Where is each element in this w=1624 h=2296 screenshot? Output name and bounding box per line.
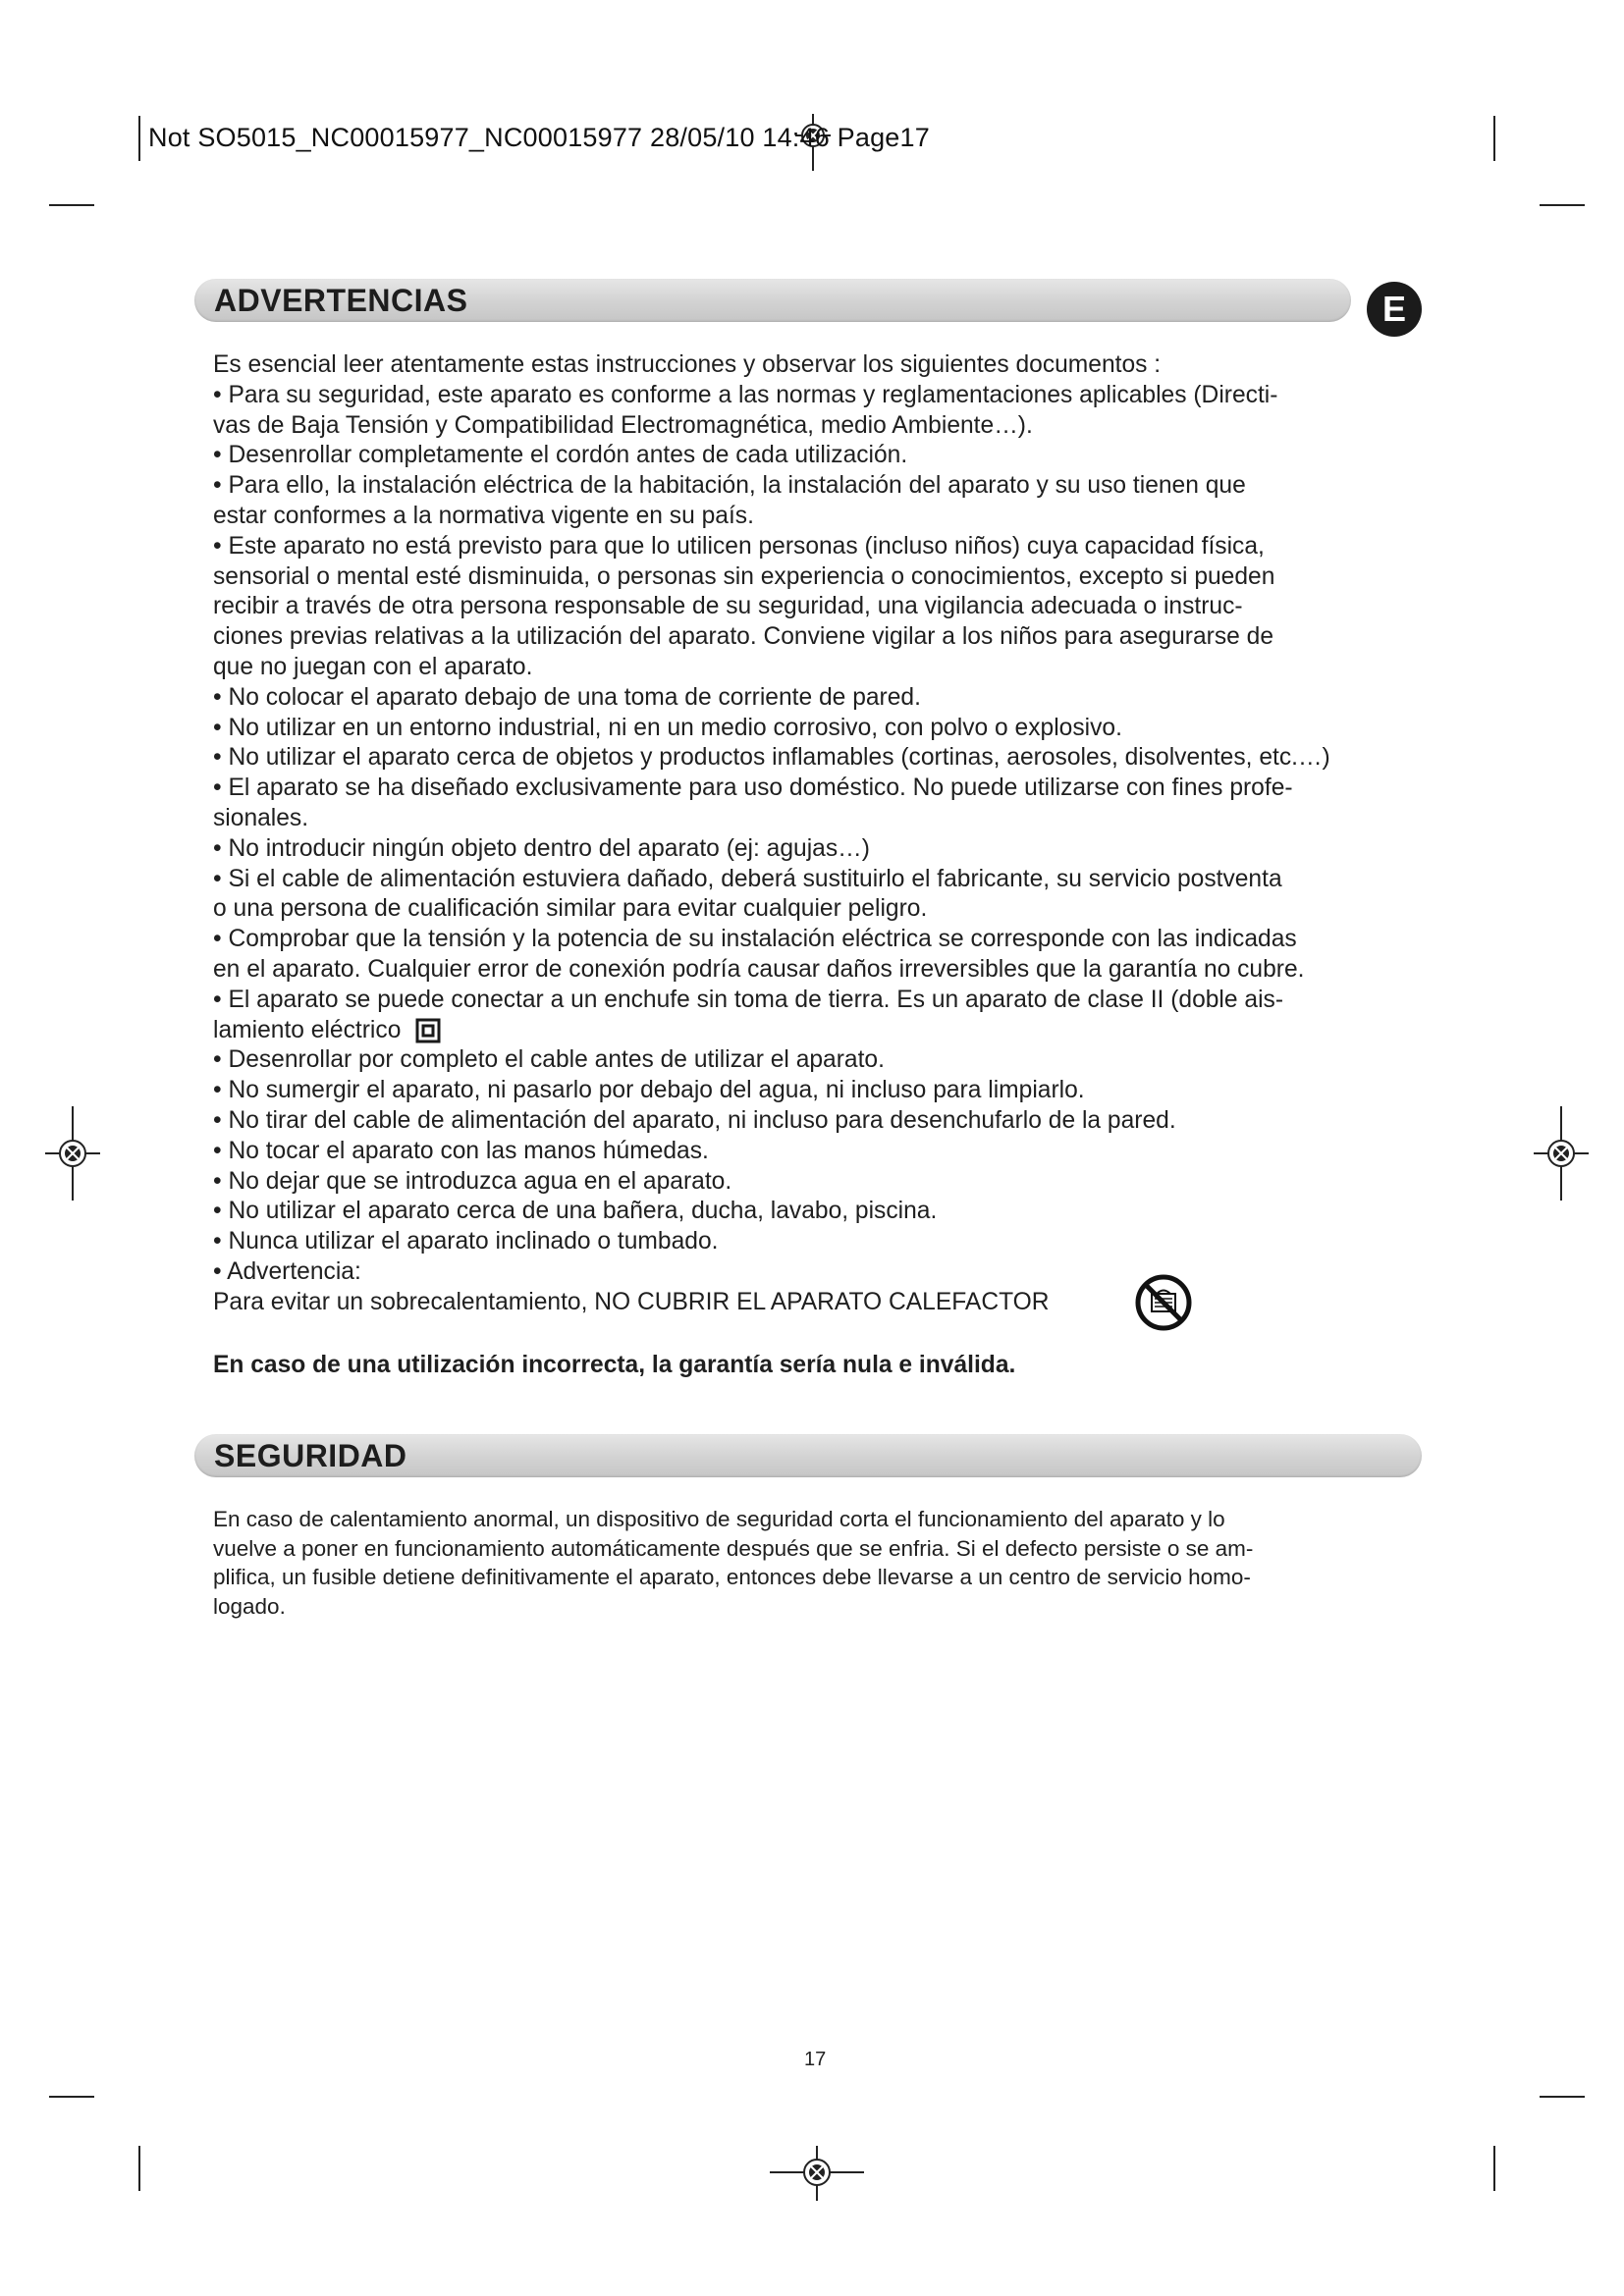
text-line: • Desenrollar por completo el cable antes de utilizar el aparato. (213, 1046, 885, 1074)
registration-mark-left-icon (45, 1106, 100, 1201)
text-line: estar conformes a la normativa vigente en su país. (213, 502, 754, 529)
text-line: • Para ello, la instalación eléctrica de la habitación, la instalación del aparato y su uso tienen que (213, 472, 1246, 500)
text-line: plifica, un fusible detiene definitivamente el aparato, entonces debe llevarse a un centro de servicio homo- (213, 1565, 1251, 1589)
text-line: • Si el cable de alimentación estuviera dañado, deberá sustituirlo el fabricante, su servicio postventa (213, 865, 1282, 892)
section-header-advertencias (194, 279, 1351, 322)
text-line: • No tirar del cable de alimentación del aparato, ni incluso para desenchufarlo de la pared. (213, 1106, 1176, 1134)
text-line: sensorial o mental esté disminuida, o personas sin experiencia o conocimientos, excepto si pueden (213, 562, 1275, 590)
text-line: o una persona de cualificación similar para evitar cualquier peligro. (213, 895, 928, 923)
text-line: recibir a través de otra persona responsable de su seguridad, una vigilancia adecuada o instruc- (213, 593, 1243, 620)
text-line: • No colocar el aparato debajo de una toma de corriente de pared. (213, 683, 921, 711)
text-line: ciones previas relativas a la utilización del aparato. Conviene vigilar a los niños para asegurarse de (213, 623, 1273, 651)
text-line: En caso de calentamiento anormal, un dispositivo de seguridad corta el funcionamiento del aparato y lo (213, 1507, 1225, 1531)
seguridad-body (213, 1505, 1480, 1621)
warranty-warning-text: En caso de una utilización incorrecta, la garantía sería nula e inválida. (213, 1352, 1016, 1378)
class-ii-double-insulation-icon (415, 1018, 441, 1043)
text-line: • Comprobar que la tensión y la potencia de su instalación eléctrica se corresponde con las indicadas (213, 926, 1297, 953)
text-line: • No dejar que se introduzca agua en el aparato. (213, 1167, 732, 1195)
crop-mark-top-right-vertical (1493, 116, 1495, 161)
text-line: • No utilizar el aparato cerca de objetos y productos inflamables (cortinas, aerosoles, disolventes, etc.…) (213, 744, 1330, 772)
text-line: • No sumergir el aparato, ni pasarlo por debajo del agua, ni incluso para limpiarlo. (213, 1077, 1085, 1104)
registration-mark-bottom-icon (770, 2146, 864, 2201)
text-line: • No introducir ningún objeto dentro del aparato (ej: agujas…) (213, 834, 870, 862)
text-line: en el aparato. Cualquier error de conexión podría causar daños irreversibles que la garantía no cubre. (213, 955, 1305, 983)
crop-mark-bottom-right-vertical (1493, 2146, 1495, 2191)
text-line: • El aparato se puede conectar a un enchufe sin toma de tierra. Es un aparato de clase II (doble ais- (213, 986, 1284, 1013)
section-header-seguridad (194, 1434, 1422, 1477)
language-badge: E (1367, 282, 1422, 337)
text-line: vas de Baja Tensión y Compatibilidad Electromagnética, medio Ambiente…). (213, 411, 1033, 439)
text-line-content: Para evitar un sobrecalentamiento, NO CUBRIR EL APARATO CALEFACTOR (213, 1288, 1050, 1315)
text-line: • Advertencia: (213, 1257, 361, 1285)
text-line-content: lamiento eléctrico (213, 1016, 402, 1043)
text-line-do-not-cover (213, 1288, 1480, 1318)
text-line: • Para su seguridad, este aparato es conforme a las normas y reglamentaciones aplicables (Directi- (213, 381, 1278, 408)
crop-mark-top-left-horizontal (49, 204, 94, 206)
text-line: • El aparato se ha diseñado exclusivamente para uso doméstico. No puede utilizarse con fines profe- (213, 774, 1293, 802)
advertencias-body (213, 350, 1480, 1318)
crop-mark-bottom-right-horizontal (1540, 2096, 1585, 2098)
text-line: • Nunca utilizar el aparato inclinado o tumbado. (213, 1228, 719, 1255)
text-line: • No tocar el aparato con las manos húmedas. (213, 1137, 709, 1164)
do-not-cover-icon (1133, 1273, 1194, 1332)
registration-mark-right-icon (1534, 1106, 1589, 1201)
crop-mark-top-left-vertical (138, 116, 140, 161)
crop-mark-bottom-left-horizontal (49, 2096, 94, 2098)
text-line: • No utilizar el aparato cerca de una bañera, ducha, lavabo, piscina. (213, 1198, 938, 1225)
section-title: ADVERTENCIAS (214, 283, 468, 318)
crop-mark-bottom-left-vertical (138, 2146, 140, 2191)
crop-mark-top-right-horizontal (1540, 204, 1585, 206)
text-line: vuelve a poner en funcionamiento automáticamente después que se enfria. Si el defecto persiste o se am- (213, 1535, 1254, 1561)
text-line-class-ii (213, 1016, 1480, 1046)
page-number: 17 (804, 2049, 827, 2070)
print-slug-header: Not SO5015_NC00015977_NC00015977 28/05/10 14:46 Page17 (148, 123, 930, 152)
text-line: que no juegan con el aparato. (213, 653, 533, 680)
section-title: SEGURIDAD (214, 1438, 407, 1473)
text-line: logado. (213, 1593, 286, 1619)
text-line: • Desenrollar completamente el cordón antes de cada utilización. (213, 442, 908, 469)
text-line: • No utilizar en un entorno industrial, ni en un medio corrosivo, con polvo o explosivo. (213, 714, 1122, 741)
warranty-warning (213, 1351, 1480, 1381)
text-line: Es esencial leer atentamente estas instrucciones y observar los siguientes documentos : (213, 351, 1162, 378)
text-line: • Este aparato no está previsto para que lo utilicen personas (incluso niños) cuya capacidad física, (213, 532, 1265, 560)
text-line: sionales. (213, 804, 309, 831)
